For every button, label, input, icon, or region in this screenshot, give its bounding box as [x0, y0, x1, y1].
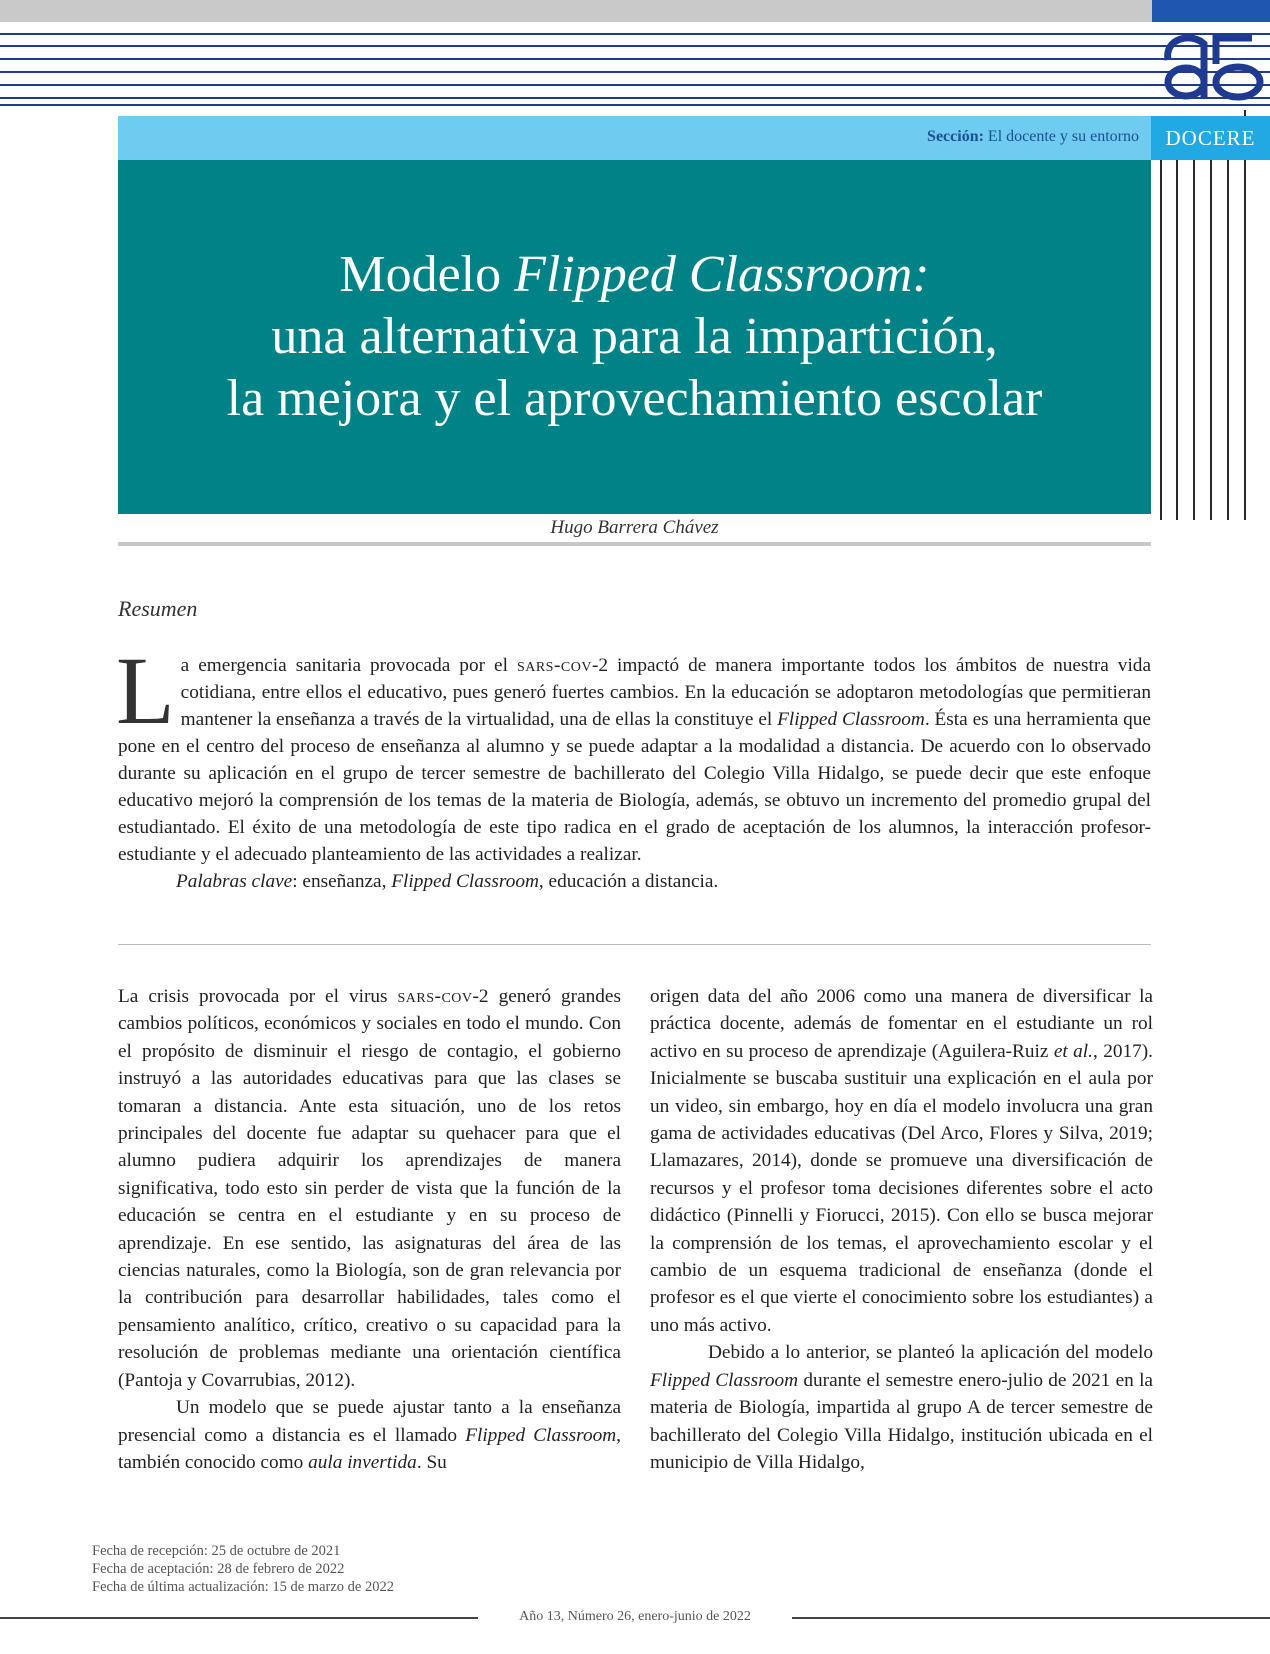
abstract-virus-name: sars-cov — [516, 655, 592, 676]
header-rule — [0, 71, 1270, 73]
top-gray-bar — [0, 0, 1152, 22]
body-text: La crisis provocada por el virus — [118, 986, 398, 1007]
body-virus-name: sars-cov — [397, 986, 473, 1007]
side-rule — [1210, 160, 1212, 520]
side-rule — [1193, 160, 1195, 520]
date-updated: Fecha de última actualización: 15 de marzo de 2022 — [92, 1579, 394, 1595]
body-column-left — [118, 983, 621, 1476]
body-term: et al. — [1053, 1040, 1093, 1062]
title-text: Modelo — [339, 246, 515, 303]
header-rule — [0, 84, 1270, 86]
author-divider — [118, 542, 1151, 546]
abstract-body — [116, 637, 1151, 895]
body-term: Flipped Classroom — [465, 1424, 617, 1446]
section-key: Sección: — [927, 128, 984, 145]
side-rule — [1160, 160, 1162, 520]
issue-info: Año 13, Número 26, enero-junio de 2022 — [519, 1609, 751, 1624]
body-text: origen data del año 2006 como una manera de diversificar la práctica docente, además de fomentar en el estudiante un rol activo en su proceso de aprendizaje (Aguilera-Ruiz — [650, 986, 1153, 1062]
body-text: durante el semestre enero-julio de 2021 en la materia de Biología, impartida al grupo A de tercer semestre de bachillerato del Colegio Villa Hidalgo, institución ubicada en el municipio de Villa Hidalgo, — [650, 1369, 1153, 1473]
header-rule — [0, 97, 1270, 99]
side-rule — [1227, 160, 1229, 520]
body-text: , 2017). Inicialmente se buscaba sustituir una explicación en el aula por un video, sin embargo, hoy en día el modelo involucra una gran gama de actividades educativas (Del Arco, Flores y Silva, 2019; Llamazares, 2014), donde se promueve una diversificación de recursos y el profesor toma decisiones diferentes sobre el acto didáctico (Pinnelli y Fiorucci, 2015). Con ello se busca mejorar la comprensión de los temas, el aprovechamiento escolar y el cambio de un esquema tradicional de enseñanza (donde el profesor es el que vierte el conocimiento sobre los estudiantes) a uno más activo. — [650, 1040, 1153, 1336]
body-paragraph — [650, 983, 1153, 1339]
header-rule — [0, 33, 1270, 35]
article-dates — [92, 1542, 394, 1596]
header-rule — [0, 45, 1270, 47]
abstract-heading: Resumen — [118, 596, 198, 621]
header-rule — [0, 104, 1270, 106]
body-text: . Su — [416, 1451, 447, 1473]
body-paragraph — [650, 1339, 1153, 1476]
body-paragraph — [118, 983, 621, 1394]
abstract-paragraph — [116, 637, 1151, 868]
keywords-label: Palabras clave — [176, 871, 293, 892]
section-badge: DOCERE — [1151, 116, 1270, 160]
body-paragraph — [118, 1394, 621, 1476]
abstract-text: a emergencia sanitaria provocada por el — [180, 655, 517, 676]
title-line-1 — [339, 244, 929, 306]
section-bar — [118, 116, 1151, 160]
title-block — [118, 160, 1151, 514]
keywords-text: , educación a distancia. — [538, 871, 719, 892]
body-text: Debido a lo anterior, se planteó la aplicación del modelo — [708, 1342, 1153, 1364]
date-accepted: Fecha de aceptación: 28 de febrero de 2022 — [92, 1561, 345, 1577]
body-term: aula invertida — [308, 1451, 417, 1473]
title-line-2: una alternativa para la impartición, — [271, 308, 998, 365]
keywords-term: Flipped Classroom — [391, 871, 539, 892]
header-rule — [0, 58, 1270, 60]
date-received: Fecha de recepción: 25 de octubre de 2021 — [92, 1543, 341, 1559]
body-column-right — [650, 983, 1153, 1476]
side-rule — [1176, 160, 1178, 520]
section-label — [927, 128, 1139, 146]
journal-logo-icon — [1152, 0, 1270, 110]
body-text: , también conocido como — [118, 1424, 621, 1473]
abstract-text: -2 impactó de manera importante todos los ámbitos de nuestra vida cotidiana, entre ellos el educativo, pues generó fuertes cambios. En la educación se adoptaron metodologías que permitieran mantener la enseñanza a través de la virtualidad, una de ellas la constituye el — [180, 655, 1151, 730]
abstract-text: . Ésta es una herramienta que pone en el centro del proceso de enseñanza al alumno y se puede adaptar a la modalidad a distancia. De acuerdo con lo observado durante su aplicación en el grupo de tercer semestre de bachillerato del Colegio Villa Hidalgo, se puede decir que este enfoque educativo mejoró la comprensión de los temas de la materia de Biología, además, se obtuvo un incremento del promedio grupal del estudiantado. El éxito de una metodología de este tipo radica en el grado de aceptación de los alumnos, la interacción profesor-estudiante y el adecuado planteamiento de las actividades a realizar. — [118, 709, 1151, 865]
title-italic: Flipped Classroom: — [514, 246, 930, 303]
author-name: Hugo Barrera Chávez — [550, 517, 719, 538]
section-value: El docente y su entorno — [987, 128, 1139, 145]
title-line-3: la mejora y el aprovechamiento escolar — [226, 370, 1043, 427]
body-text: Un modelo que se puede ajustar tanto a la enseñanza presencial como a distancia es el llamado — [118, 1397, 621, 1446]
body-text: -2 generó grandes cambios políticos, económicos y sociales en todo el mundo. Con el propósito de disminuir el riesgo de contagio, el gobierno instruyó a las autoridades educativas para que las clases se tomaran a distancia. Ante esta situación, uno de los retos principales del docente fue adaptar su quehacer para que el alumno pudiera adquirir los aprendizajes de manera significativa, todo esto sin perder de vista que la función de la educación se centra en el estudiante y en su proceso de aprendizaje. En ese sentido, las asignaturas del área de las ciencias naturales, como la Biología, son de gran relevancia por la contribución para desarrollar habilidades, tales como el pensamiento analítico, crítico, creativo o su capacidad para la resolución de problemas mediante una orientación científica (Pantoja y Covarrubias, 2012). — [118, 986, 621, 1391]
body-term: Flipped Classroom — [650, 1369, 799, 1391]
drop-cap: L — [116, 637, 175, 744]
keywords — [118, 868, 1151, 895]
abstract-term: Flipped Classroom — [777, 709, 925, 730]
abstract-divider — [118, 944, 1151, 945]
side-rule — [1244, 110, 1246, 520]
keywords-text: : enseñanza, — [292, 871, 392, 892]
